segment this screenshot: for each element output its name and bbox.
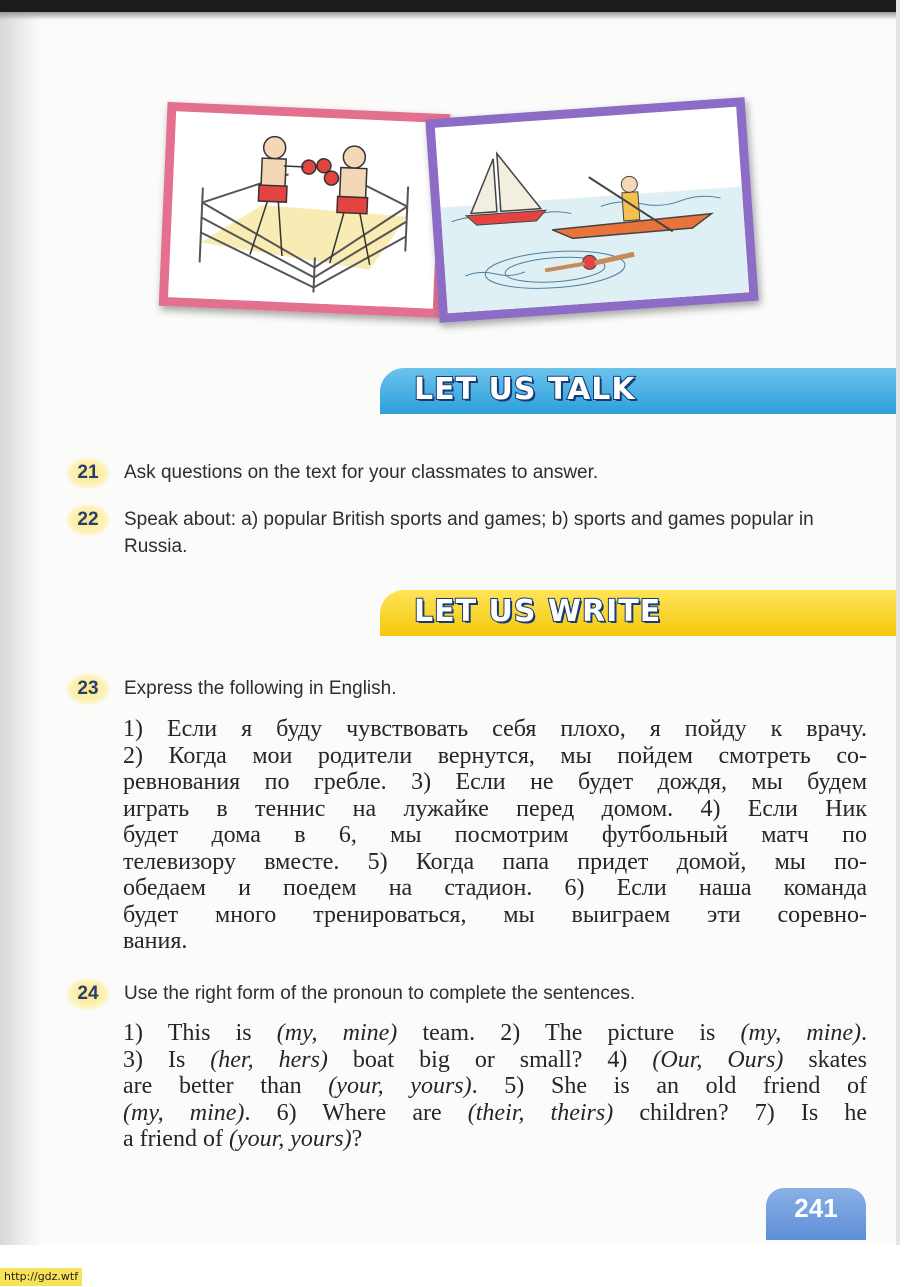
sentence-fragment: 1) This is bbox=[123, 1020, 277, 1046]
let-us-talk-banner bbox=[380, 368, 896, 414]
pronoun-choice: (their, theirs) bbox=[467, 1099, 614, 1126]
pronoun-choice: (my, mine) bbox=[740, 1020, 862, 1046]
banner-title: LET US TALK bbox=[414, 372, 636, 407]
text-line: 1) Если я буду чувствовать себя плохо, я пойду к врачу. bbox=[123, 716, 867, 742]
russian-sentences bbox=[123, 716, 867, 955]
text-line: играть в теннис на лужайке перед домом. 4) Если Ник bbox=[123, 795, 867, 822]
text-line bbox=[123, 1126, 867, 1153]
sentence-fragment: . 5) She is an old friend of bbox=[471, 1073, 867, 1099]
pronoun-choice: (your, yours) bbox=[228, 1126, 352, 1152]
text-line: будет много тренироваться, мы выиграем эти соревно- bbox=[123, 901, 867, 928]
text-line: ревнования по гребле. 3) Если не будет дождя, мы будем bbox=[123, 769, 867, 795]
pronoun-choice: (my, mine) bbox=[123, 1099, 245, 1126]
sentence-fragment: boat big or small? 4) bbox=[327, 1046, 653, 1073]
text-line: будет дома в 6, мы посмотрим футбольный матч по bbox=[123, 822, 867, 848]
exercise-number: 22 bbox=[66, 504, 110, 536]
sentence-fragment: children? 7) Is he bbox=[613, 1099, 867, 1126]
sentence-fragment: team. 2) The picture is bbox=[397, 1020, 741, 1046]
sentence-fragment: 3) Is bbox=[123, 1046, 211, 1073]
exercise-number: 23 bbox=[66, 673, 110, 705]
pronoun-choice: (my, mine) bbox=[276, 1020, 398, 1046]
boxing-illustration bbox=[159, 102, 451, 318]
text-line bbox=[123, 1020, 867, 1047]
let-us-write-banner bbox=[380, 590, 896, 636]
text-line: 2) Когда мои родители вернутся, мы пойдем смотреть со- bbox=[123, 742, 867, 769]
pronoun-choice: (your, yours) bbox=[328, 1073, 472, 1099]
exercise-instruction: Ask questions on the text for your classmates to answer. bbox=[124, 462, 599, 483]
exercise-instruction: Speak about: a) popular British sports and games; b) sports and games popular in Russia. bbox=[124, 509, 814, 557]
sentence-fragment: are better than bbox=[123, 1073, 329, 1099]
text-line bbox=[123, 1047, 867, 1074]
sentence-fragment: skates bbox=[783, 1046, 867, 1073]
sentence-fragment: ? bbox=[351, 1126, 363, 1152]
text-line bbox=[123, 1100, 867, 1127]
sentence-fragment: a friend of bbox=[123, 1126, 229, 1152]
page-gutter-shadow bbox=[0, 0, 42, 1245]
pronoun-choice: (her, hers) bbox=[210, 1046, 328, 1073]
text-line: телевизору вместе. 5) Когда папа придет домой, мы по- bbox=[123, 848, 867, 875]
water-sports-illustration bbox=[425, 97, 758, 323]
sentence-fragment: . bbox=[861, 1020, 868, 1046]
scan-top-fade bbox=[0, 12, 900, 20]
banner-title: LET US WRITE bbox=[414, 594, 662, 629]
text-line: вания. bbox=[123, 928, 188, 954]
text-line: обедаем и поедем на стадион. 6) Если наша команда bbox=[123, 875, 867, 901]
scan-top-border bbox=[0, 0, 900, 12]
pronoun-sentences bbox=[123, 1020, 867, 1153]
pronoun-choice: (Our, Ours) bbox=[652, 1046, 784, 1073]
page-number: 241 bbox=[766, 1188, 866, 1240]
exercise-instruction: Use the right form of the pronoun to complete the sentences. bbox=[124, 983, 636, 1004]
page-right-edge bbox=[896, 0, 900, 1245]
exercise-number: 24 bbox=[66, 978, 110, 1010]
sentence-fragment: . 6) Where are bbox=[244, 1099, 468, 1126]
text-line bbox=[123, 1073, 867, 1100]
exercise-instruction: Express the following in English. bbox=[124, 678, 397, 699]
exercise-number: 21 bbox=[66, 457, 110, 489]
watermark-link[interactable]: http://gdz.wtf bbox=[0, 1268, 82, 1286]
